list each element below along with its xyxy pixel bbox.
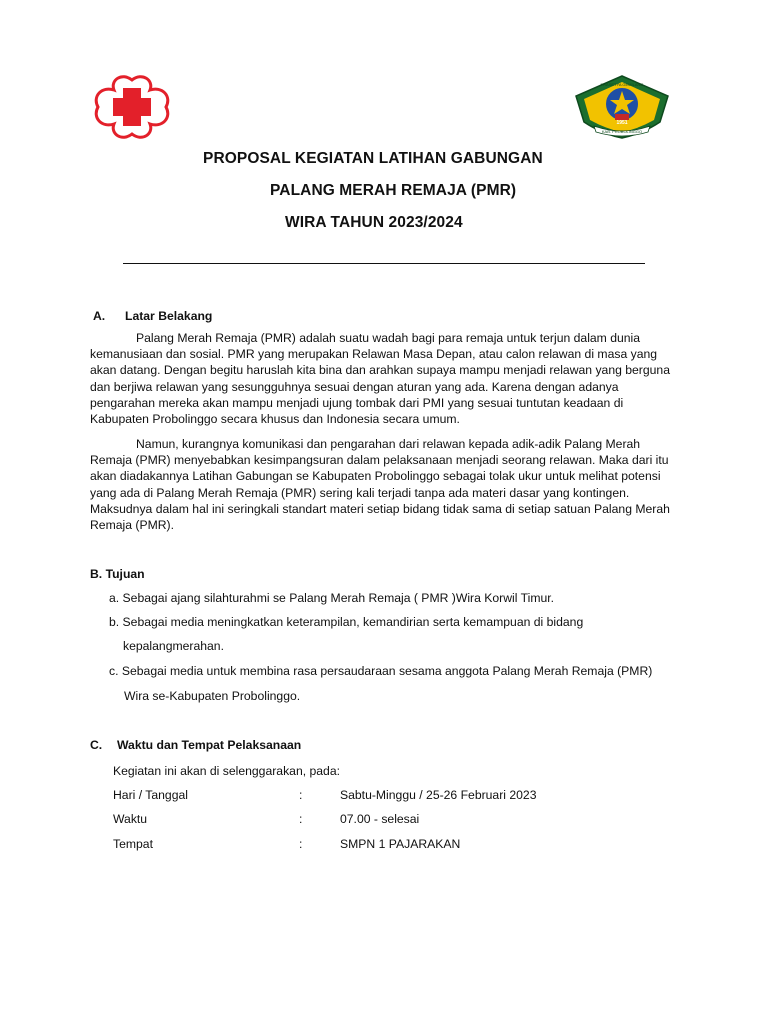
section-c-title: Waktu dan Tempat Pelaksanaan <box>117 738 302 752</box>
goal-item-c: c. Sebagai media untuk membina rasa persaudaraan sesama anggota Palang Merah Remaja (PMR) <box>109 664 653 678</box>
goal-item-a: a. Sebagai ajang silahturahmi se Palang Merah Remaja ( PMR )Wira Korwil Timur. <box>109 591 555 605</box>
goal-item-b: b. Sebagai media meningkatkan keterampilan, kemandirian serta kemampuan di bidang <box>109 615 584 629</box>
schedule-row-value: 07.00 - selesai <box>340 812 420 826</box>
schedule-row-colon: : <box>299 812 303 826</box>
section-a-title: Latar Belakang <box>125 309 213 323</box>
background-paragraph-2 <box>90 436 680 533</box>
background-paragraph-2-text: Namun, kurangnya komunikasi dan pengarahan dari relawan kepada adik-adik Palang Merah Remaja (PMR) menyebabkan kesimpangsuran dalam pelaksanaan menjadi seorang relawan. Maka dari itu akan diadakannya Latihan Gabungan se Kabupaten Probolinggo sebagai tolak ukur untuk melihat potensi yang ada di Palang Merah Remaja (PMR) sering kali terjadi tanpa ada materi dasar yang kontingen. Maksudnya dalam hal ini seringkali standart materi setiap bidang tidak sama di setiap satuan Palang Merah Remaja (PMR). <box>90 437 670 533</box>
background-paragraph-1-text: Palang Merah Remaja (PMR) adalah suatu wadah bagi para remaja untuk terjun dalam dunia kemanusiaan dan sosial. PMR yang merupakan Relawan Masa Depan, atau calon relawan di masa yang akan datang. Dengan begitu haruslah kita bina dan arahkan supaya mampu menjadi relawan yang berguna dan berjiwa relawan yang sesungguhnya sesuai dengan aturan yang ada. Karena dengan adanya pengarahan mereka akan mampu menjadi ujung tombak dari PMI yang sesuai tuntutan keadaan di Kabupaten Probolinggo secara khusus dan Indonesia secara umum. <box>90 331 670 427</box>
probolinggo-regency-emblem-icon <box>572 74 672 140</box>
goal-item-c-continuation: Wira se-Kabupaten Probolinggo. <box>124 689 301 703</box>
schedule-row-value: Sabtu-Minggu / 25-26 Februari 2023 <box>340 788 537 802</box>
section-a-label: A. <box>93 309 106 323</box>
document-title-line-3: WIRA TAHUN 2023/2024 <box>285 214 463 231</box>
schedule-intro: Kegiatan ini akan di selenggarakan, pada: <box>113 764 340 778</box>
emblem-banner-text: KAB. PROBOLINGGO <box>601 129 643 134</box>
document-title-line-2: PALANG MERAH REMAJA (PMR) <box>270 182 517 199</box>
goal-item-b-continuation: kepalangmerahan. <box>123 639 224 653</box>
schedule-row-colon: : <box>299 837 303 851</box>
background-paragraph-1 <box>90 330 680 427</box>
section-c-heading <box>90 738 301 752</box>
schedule-row-key: Waktu <box>113 812 148 826</box>
schedule-row-value: SMPN 1 PAJARAKAN <box>340 837 461 851</box>
red-cross-logo-icon <box>88 74 176 140</box>
schedule-row-key: Tempat <box>113 837 153 851</box>
schedule-row-key: Hari / Tanggal <box>113 788 188 802</box>
emblem-ring-text: PRASETYA GEMILANG <box>600 82 644 87</box>
section-b-heading: B. Tujuan <box>90 567 145 581</box>
section-a-heading <box>93 309 212 323</box>
section-c-label: C. <box>90 738 103 752</box>
emblem-year-text: 1951 <box>616 120 628 126</box>
schedule-row-colon: : <box>299 788 303 802</box>
document-title-line-1: PROPOSAL KEGIATAN LATIHAN GABUNGAN <box>203 150 543 167</box>
title-divider <box>123 263 645 264</box>
